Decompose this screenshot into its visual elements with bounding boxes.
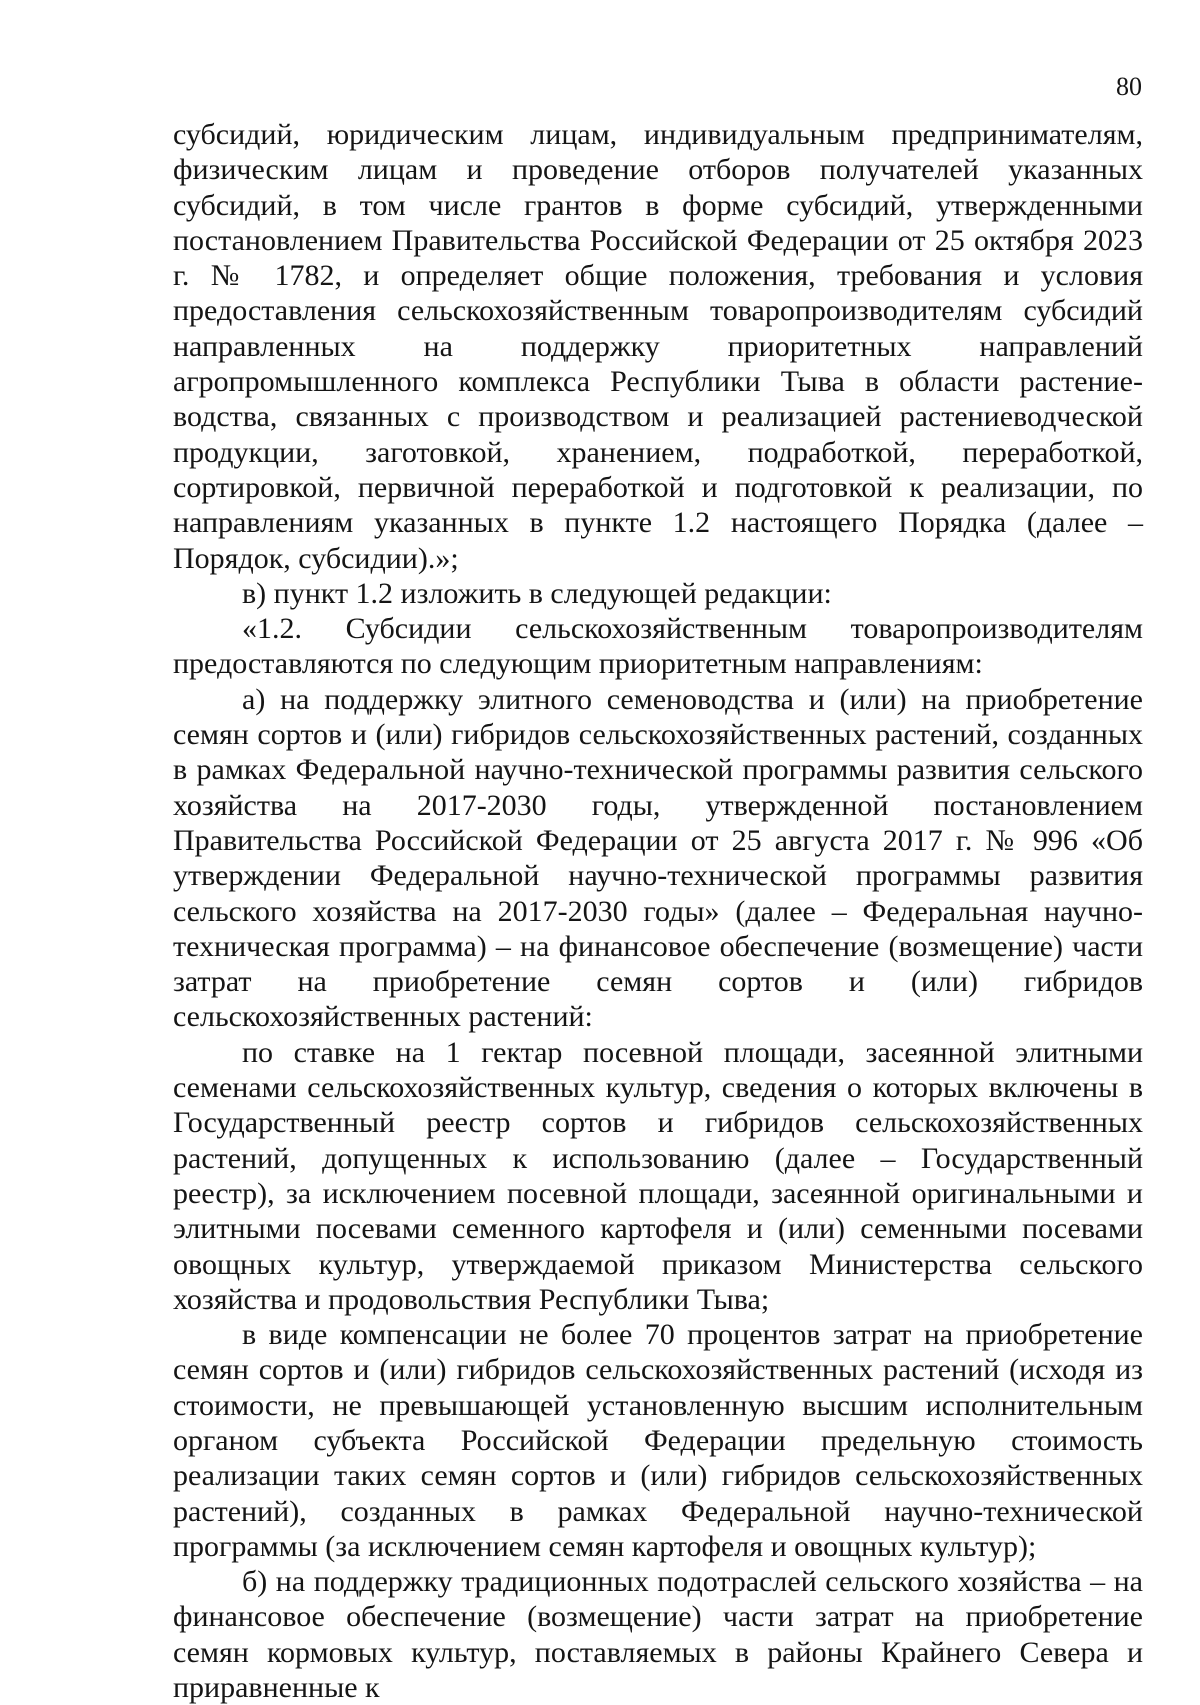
paragraph-item-a: а) на поддержку элитного семеноводства и (или) на приобретение семян сортов и (или) гибридов сельскохозяйственных растений, созданных в рамках Федеральной научно-технической программы развития сельского хозяйства на 2017-2030 годы, утвержденной постановлением Правительства Российской Федерации от 25 августа 2017 г. № 996 «Об утверждении Федеральной научно-технической программы развития сельского хозяйства на 2017-2030 годы» (далее – Федеральная научно-техническая программа) – на финансовое обеспечение (возмещение) части затрат на приобретение семян сортов и (или) гибридов сельскохозяйственных растений: xyxy=(173,682,1143,1034)
paragraph-compensation: в виде компенсации не более 70 процентов затрат на приобретение семян сортов и (или) гибридов сельскохозяйственных растений (исходя из стоимости, не превышающей установленную высшим исполнительным органом субъекта Российской Федерации предельную стоимость реализации таких семян сортов и (или) гибридов сельскохозяйственных растений), созданных в рамках Федеральной научно-технической программы (за исключением семян картофеля и овощных культур); xyxy=(173,1318,1143,1563)
paragraph-rate-per-hectare: по ставке на 1 гектар посевной площади, засеянной элитными семенами сельскохозяйственных культур, сведения о которых включены в Государственный реестр сортов и гибридов сельскохозяйственных растений, допущенных к использованию (далее – Государственный реестр), за исключением посевной площади, засеянной оригинальными и элитными посевами семенного картофеля и (или) семенными посевами овощных культур, утверждаемой приказом Министерства сельского хозяйства и продовольствия Республики Тыва; xyxy=(173,1035,1143,1316)
paragraph-clause-1-2: «1.2. Субсидии сельскохозяйственным товаропроизводителям предоставляются по следующим приоритетным направлениям: xyxy=(173,612,1143,681)
paragraph-item-b: б) на поддержку традиционных подотраслей сельского хозяйства – на финансовое обеспечение (возмещение) части затрат на приобретение семян кормовых культур, поставляемых в районы Крайнего Севера и приравненные к xyxy=(173,1565,1143,1705)
paragraph-continuation: субсидий, юридическим лицам, индивидуальным предпринимателям, физическим лицам и проведение отборов получателей указанных субсидий, в том числе грантов в форме субсидий, утвержденными постановлением Правительства Российской Федерации от 25 октября 2023 г. № 1782, и определяет общие положения, требования и условия предоставления сельскохозяйственным товаропроизводителям субсидий направленных на поддержку приоритетных направлений агропромышленного комплекса Республики Тыва в области растениеводства, связанных с производством и реализацией растениеводческой продукции, заготовкой, хранением, подработкой, переработкой, сортировкой, первичной переработкой и подготовкой к реализации, по направлениям указанных в пункте 1.2 настоящего Порядка (далее – Порядок, субсидии).»; xyxy=(173,118,1143,575)
page-number: 80 xyxy=(1116,72,1142,101)
document-body xyxy=(173,117,1143,1705)
paragraph-amendment-v: в) пункт 1.2 изложить в следующей редакции: xyxy=(242,576,832,610)
